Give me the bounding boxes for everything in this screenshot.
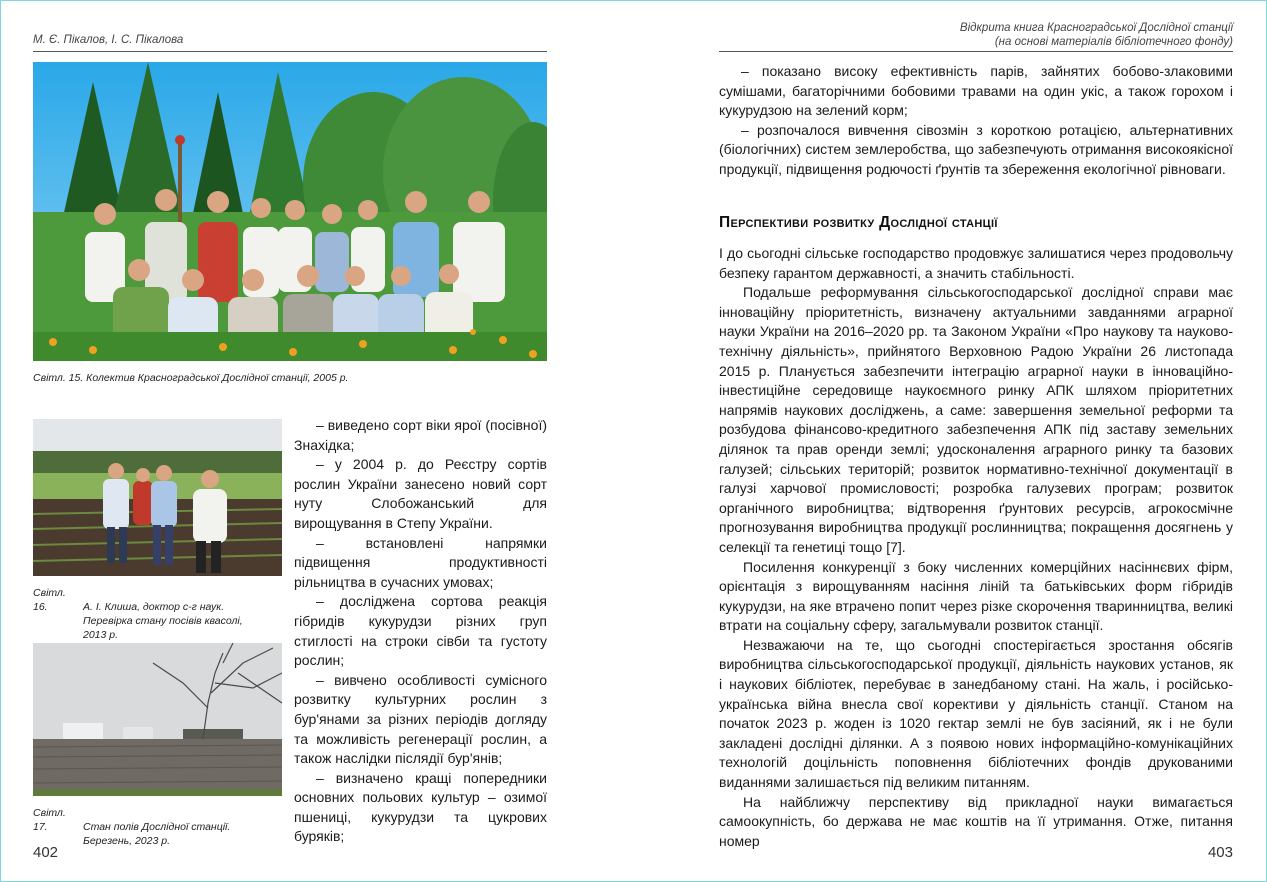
list-item: – показано високу ефективність парів, зайнятих бобово-злаковими сумішами, багаторічними бобовими травами на один укіс, а також горохом і кукурудзою на зелений корм; bbox=[719, 63, 1233, 119]
right-page bbox=[634, 1, 1267, 881]
list-item: – встановлені напрямки підвищення продуктивності рільництва в сучасних умовах; bbox=[294, 534, 547, 590]
list-item: – досліджена сортова реакція гібридів кукурудзи різних груп стиглості на строки сівби та густоту рослин; bbox=[294, 593, 547, 669]
list-item: – виведено сорт віки ярої (посівної) Знахідка; bbox=[294, 417, 547, 453]
caption-photo-15: Світл. 15. Колектив Красноградської Дослідної станції, 2005 р. bbox=[33, 372, 349, 384]
caption-photo-17: Світл. 17. Стан полів Дослідної станції. Березень, 2023 р. bbox=[33, 807, 231, 847]
paragraph: Посилення конкуренції з боку численних комерційних насіннєвих фірм, орієнтація з вирощуванням насіння ліній та батьківських форм гібридів кукурудзи, на яке втрачено попит через різке скорочення тваринництва, великі втрати на соціальну сферу, загальмували розвиток станції. bbox=[719, 558, 1233, 634]
right-top-list bbox=[719, 62, 1233, 180]
left-page bbox=[1, 1, 634, 881]
left-page-number: 402 bbox=[33, 844, 59, 861]
paragraph: І до сьогодні сільське господарство продовжує залишатися через продовольчу безпеку гарантом державності, а значить стабільності. bbox=[719, 245, 1233, 281]
paragraph: Незважаючи на те, що сьогодні спостерігається зростання обсягів виробництва сільськогосподарської продукції, діяльність наукових установ, як і наукових бібліотек, перебуває в занедбаному стані. На жаль, і російсько-українська війна внесла свої корективи у діяльність станції. Станом на початок 2023 р. жоден із 1020 гектар землі не був засіяний, як і не були закладені дослідні ділянки. А з появою нових інформаційно-комунікаційних технологій доцільність поповнення бібліотечних фондів друкованими виданнями залишається під великим питанням. bbox=[719, 636, 1233, 791]
list-item: – визначено кращі попередники основних польових культур – озимої пшениці, кукурудзи та цукрових буряків; bbox=[294, 769, 547, 845]
paragraph: На найближчу перспективу від прикладної науки вимагається самоокупність, бо держава не має коштів на її утримання. Отже, питання номер bbox=[719, 793, 1233, 849]
list-item: – у 2004 р. до Реєстру сортів рослин України занесено новий сорт нуту Слобожанський для вирощування в Степу України. bbox=[294, 456, 547, 531]
right-page-number: 403 bbox=[1207, 844, 1233, 861]
section-heading: Перспективи розвитку Дослідної станції bbox=[719, 214, 998, 231]
caption-photo-16: Світл. 16. А. І. Клиша, доктор с-г наук. Перевірка стану посівів квасолі, 2013 р. bbox=[33, 587, 243, 641]
left-header-rule bbox=[33, 51, 547, 52]
right-running-head: Відкрита книга Красноградської Дослідної станції (на основі матеріалів бібліотечного фонду) bbox=[959, 22, 1233, 48]
list-item: – вивчено особливості сумісного розвитку культурних рослин з бур'янами за різних періодів догляду та можливість регенерації рослин, а також наслідки післядії бур'янів; bbox=[294, 671, 547, 767]
left-running-head: М. Є. Пікалов, І. С. Пікалова bbox=[33, 34, 184, 46]
photo-station-fields-march bbox=[33, 643, 282, 796]
photo-staff-group bbox=[33, 62, 547, 361]
paragraph: Подальше реформування сільськогосподарської дослідної справи має інноваційну пріоритетність, визначену актуальними завданнями аграрної науки України на 2016–2020 рр. та Законом України «Про наукову та науково-технічну діяльність», прийнятого Верховною Радою України 26 листопада 2015 р. Планується забезпечити інтеграцію аграрної науки в інноваційно-інвестиційне середовище наукоємного ринку АПК шляхом пріоритетних напрямів наукових досліджень, а саме: завершення земельної реформи та розбудова фінансово-кредитного забезпечення АПК під заставу земельних ділянок та прав оренди землі; удосконалення аграрного ринку та базових галузей; сільських територій; розвиток нормативно-технічної документації в галузі харчової промисловості; розробка галузевих програм; розвиток органічного виробництва; відтворення ґрунтових ресурсів, агрокосмічне прогнозування виробництва продукції рослинництва; покращення досягнень у селекції та генетиці тощо [7]. bbox=[719, 284, 1233, 555]
right-body-text bbox=[719, 244, 1233, 851]
photo-bean-field-inspection bbox=[33, 419, 282, 576]
list-item: – розпочалося вивчення сівозмін з короткою ротацією, альтернативних (біологічних) систем землеробства, що забезпечують отримання високоякісної продукції, підвищення родючості ґрунтів та збереження екологічної рівноваги. bbox=[719, 121, 1233, 177]
right-header-rule bbox=[719, 51, 1233, 52]
left-list-column bbox=[294, 416, 547, 847]
